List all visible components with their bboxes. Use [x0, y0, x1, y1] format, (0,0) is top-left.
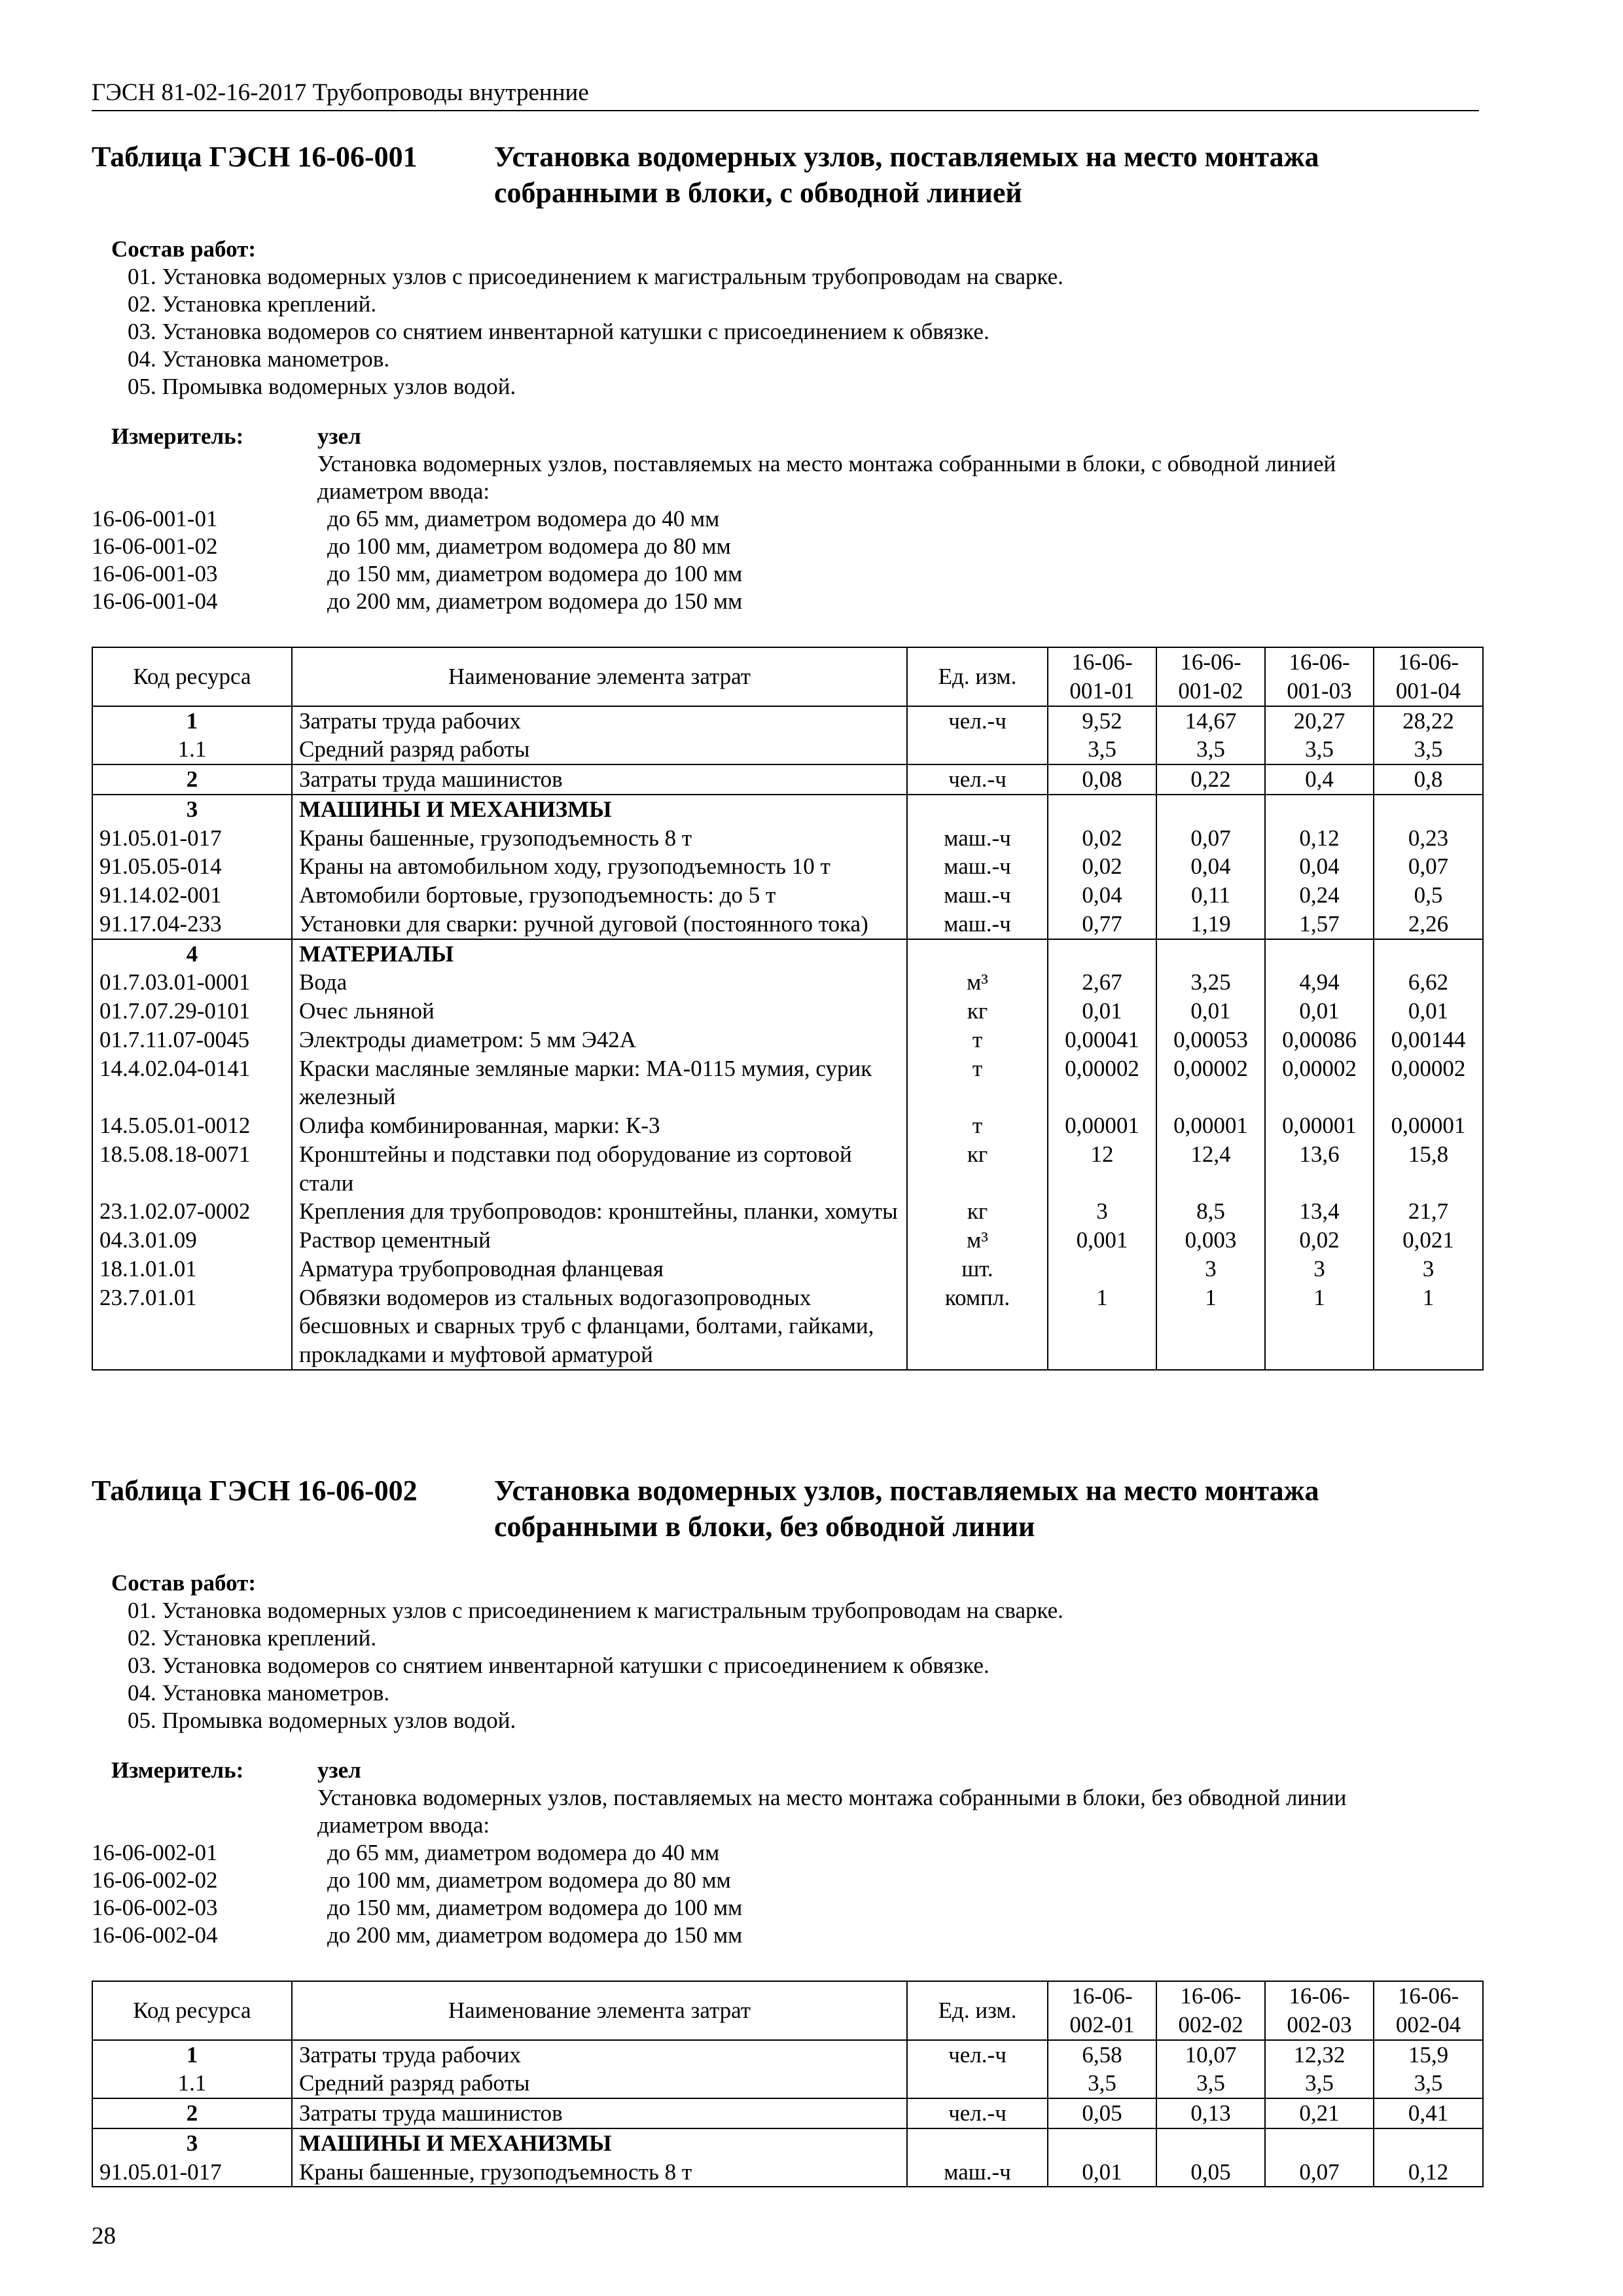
cell-code: 91.14.02-001 [92, 881, 292, 910]
cell-value: 0,05 [1156, 2158, 1265, 2187]
cell-name: Средний разряд работы [292, 735, 907, 764]
cell-value: 0,02 [1048, 852, 1156, 881]
composition-label: Состав работ: [111, 236, 256, 262]
cell-code: 1 [92, 706, 292, 736]
table-code: Таблица ГЭСН 16-06-001 [92, 141, 418, 173]
cell-code: 18.5.08.18-0071 [92, 1140, 292, 1198]
cell-value: 0,003 [1156, 1226, 1265, 1255]
header-row [92, 1981, 1483, 2040]
cell-unit [907, 939, 1048, 969]
cell-value: 2,26 [1374, 910, 1483, 939]
cell-value: 0,04 [1265, 852, 1374, 881]
cell-value: 0,02 [1048, 824, 1156, 853]
cell-value: 9,52 [1048, 706, 1156, 736]
col-header-value [1265, 647, 1374, 706]
cell-unit: т [907, 1026, 1048, 1054]
cell-value: 0,01 [1156, 997, 1265, 1026]
meter-description: Установка водомерных узлов, поставляемых на место монтажа собранными в блоки, с обводной линией [317, 451, 1336, 476]
cell-value: 14,67 [1156, 706, 1265, 736]
table-row [92, 881, 1483, 910]
table-row [92, 1111, 1483, 1140]
cell-name: Затраты труда машинистов [292, 2098, 907, 2128]
variant-row [92, 1867, 1482, 1894]
cell-code: 4 [92, 939, 292, 969]
cell-value: 1 [1265, 1283, 1374, 1370]
cell-name: Крепления для трубопроводов: кронштейны, планки, хомуты [292, 1197, 907, 1226]
col-header-value-line: 002-03 [1287, 2011, 1352, 2037]
cell-value: 0,01 [1265, 997, 1374, 1026]
table-row [92, 824, 1483, 853]
cell-code: 1.1 [92, 2069, 292, 2098]
cell-value: 0,01 [1374, 997, 1483, 1026]
table-row [92, 706, 1483, 736]
variant-text: до 100 мм, диаметром водомера до 80 мм [327, 533, 731, 559]
cell-unit: маш.-ч [907, 910, 1048, 939]
composition-label: Состав работ: [111, 1570, 256, 1596]
cell-value [1156, 795, 1265, 824]
cell-value: 0,00041 [1048, 1026, 1156, 1054]
variant-code: 16-06-001-01 [92, 506, 218, 531]
table-row [92, 1283, 1483, 1370]
cell-code: 01.7.03.01-0001 [92, 968, 292, 997]
cell-value: 0,00053 [1156, 1026, 1265, 1054]
cell-name: Установки для сварки: ручной дуговой (постоянного тока) [292, 910, 907, 939]
variant-text: до 65 мм, диаметром водомера до 40 мм [327, 506, 720, 531]
cell-unit: т [907, 1054, 1048, 1112]
cell-value: 0,00002 [1048, 1054, 1156, 1112]
cell-code: 1 [92, 2040, 292, 2070]
cell-value [1156, 939, 1265, 969]
meter-description: диаметром ввода: [317, 1812, 490, 1838]
work-item: 01. Установка водомерных узлов с присоединением к магистральным трубопроводам на сварке. [128, 264, 1063, 289]
cell-value: 0,11 [1156, 881, 1265, 910]
work-item: 02. Установка креплений. [128, 291, 377, 317]
cell-value: 6,62 [1374, 968, 1483, 997]
resource-table [92, 647, 1484, 1371]
col-header-value-line: 002-01 [1069, 2011, 1135, 2037]
col-header-value [1265, 1981, 1374, 2040]
table-row [92, 1226, 1483, 1255]
cell-value: 0,021 [1374, 1226, 1483, 1255]
cell-value: 3 [1265, 1255, 1374, 1283]
cell-value: 0,00001 [1156, 1111, 1265, 1140]
cell-name: Затраты труда рабочих [292, 2040, 907, 2070]
cell-value: 0,01 [1048, 2158, 1156, 2187]
cell-value: 4,94 [1265, 968, 1374, 997]
col-header-value-line: 16-06- [1289, 1983, 1350, 2009]
cell-unit: кг [907, 1197, 1048, 1226]
col-header-value [1374, 1981, 1483, 2040]
cell-name: Краски масляные земляные марки: МА-0115 мумия, сурик железный [292, 1054, 907, 1112]
cell-name: Олифа комбинированная, марки: К-3 [292, 1111, 907, 1140]
col-header-value-line: 001-04 [1395, 677, 1461, 704]
col-header-value-line: 001-03 [1287, 677, 1352, 704]
work-item: 01. Установка водомерных узлов с присоединением к магистральным трубопроводам на сварке. [128, 1598, 1063, 1623]
resource-table [92, 1981, 1484, 2187]
col-header-value [1374, 647, 1483, 706]
col-header-value-line: 002-02 [1178, 2011, 1243, 2037]
cell-value: 1 [1374, 1283, 1483, 1370]
cell-code: 2 [92, 2098, 292, 2128]
cell-name: МАШИНЫ И МЕХАНИЗМЫ [292, 795, 907, 824]
cell-value: 3 [1048, 1197, 1156, 1226]
cell-value: 0,12 [1265, 824, 1374, 853]
table-row [92, 795, 1483, 824]
cell-value: 0,8 [1374, 764, 1483, 795]
cell-value: 0,41 [1374, 2098, 1483, 2128]
cell-value: 0,77 [1048, 910, 1156, 939]
table-row [92, 1140, 1483, 1198]
cell-code: 91.05.05-014 [92, 852, 292, 881]
variant-text: до 200 мм, диаметром водомера до 150 мм [327, 1922, 743, 1948]
cell-value: 10,07 [1156, 2040, 1265, 2070]
table-name [494, 139, 1482, 211]
cell-value: 3,5 [1048, 735, 1156, 764]
variant-row [92, 505, 1482, 533]
running-header: ГЭСН 81-02-16-2017 Трубопроводы внутренние [92, 79, 1479, 111]
cell-value: 0,04 [1156, 852, 1265, 881]
header-row [92, 647, 1483, 706]
cell-value: 3,5 [1048, 2069, 1156, 2098]
cell-code: 91.05.01-017 [92, 2158, 292, 2187]
cell-value [1265, 939, 1374, 969]
cell-value: 3,25 [1156, 968, 1265, 997]
table-row [92, 997, 1483, 1026]
col-header-code: Код ресурса [92, 1981, 292, 2040]
table-name-line: собранными в блоки, без обводной линии [494, 1511, 1035, 1543]
table-row [92, 2158, 1483, 2187]
cell-value: 21,7 [1374, 1197, 1483, 1226]
cell-code: 14.4.02.04-0141 [92, 1054, 292, 1112]
cell-name: Очес льняной [292, 997, 907, 1026]
col-header-value-line: 16-06- [1397, 1983, 1459, 2009]
col-header-code: Код ресурса [92, 647, 292, 706]
table-row [92, 1054, 1483, 1112]
variant-row [92, 533, 1482, 560]
cell-unit: чел.-ч [907, 764, 1048, 795]
cell-unit [907, 2069, 1048, 2098]
cell-code: 3 [92, 795, 292, 824]
cell-value [1048, 939, 1156, 969]
cell-name: МАТЕРИАЛЫ [292, 939, 907, 969]
cell-code: 23.7.01.01 [92, 1283, 292, 1370]
cell-value: 0,22 [1156, 764, 1265, 795]
cell-value: 0,07 [1374, 852, 1483, 881]
variant-row [92, 1894, 1482, 1922]
cell-value [1156, 2128, 1265, 2158]
cell-unit [907, 735, 1048, 764]
cell-name: Автомобили бортовые, грузоподъемность: до 5 т [292, 881, 907, 910]
col-header-value-line: 16-06- [1071, 1983, 1133, 2009]
cell-name: Раствор цементный [292, 1226, 907, 1255]
variant-code: 16-06-002-03 [92, 1895, 218, 1920]
cell-value: 0,00002 [1156, 1054, 1265, 1112]
cell-value: 3,5 [1265, 2069, 1374, 2098]
table-row [92, 1197, 1483, 1226]
cell-unit: компл. [907, 1283, 1048, 1370]
cell-unit: маш.-ч [907, 2158, 1048, 2187]
cell-value [1374, 795, 1483, 824]
cell-value: 0,08 [1048, 764, 1156, 795]
cell-unit: м³ [907, 968, 1048, 997]
meter-row [92, 1757, 1482, 1784]
variant-code: 16-06-001-02 [92, 533, 218, 559]
cell-name: Краны башенные, грузоподъемность 8 т [292, 824, 907, 853]
variant-row [92, 1839, 1482, 1867]
cell-unit: кг [907, 1140, 1048, 1198]
col-header-value-line: 001-01 [1069, 677, 1135, 704]
table-row [92, 2098, 1483, 2128]
col-header-value-line: 16-06- [1289, 649, 1350, 675]
cell-code: 91.05.01-017 [92, 824, 292, 853]
cell-value: 3 [1156, 1255, 1265, 1283]
cell-unit: маш.-ч [907, 881, 1048, 910]
cell-value: 6,58 [1048, 2040, 1156, 2070]
variant-text: до 200 мм, диаметром водомера до 150 мм [327, 588, 743, 614]
cell-unit: м³ [907, 1226, 1048, 1255]
col-header-unit: Ед. изм. [907, 647, 1048, 706]
variant-code: 16-06-002-01 [92, 1840, 218, 1865]
variant-code: 16-06-002-02 [92, 1867, 218, 1893]
cell-value [1048, 2128, 1156, 2158]
cell-name: Затраты труда машинистов [292, 764, 907, 795]
table-row [92, 852, 1483, 881]
work-item: 05. Промывка водомерных узлов водой. [128, 374, 516, 399]
cell-code: 2 [92, 764, 292, 795]
table-name-line: Установка водомерных узлов, поставляемых на место монтажа [494, 1475, 1319, 1507]
cell-value: 13,4 [1265, 1197, 1374, 1226]
table-row [92, 2128, 1483, 2158]
cell-value: 0,07 [1265, 2158, 1374, 2187]
cell-value: 2,67 [1048, 968, 1156, 997]
work-item: 03. Установка водомеров со снятием инвентарной катушки с присоединением к обвязке. [128, 319, 990, 344]
cell-value: 0,23 [1374, 824, 1483, 853]
meter-label: Измеритель: [111, 1757, 244, 1783]
table-row [92, 735, 1483, 764]
table-title [92, 1473, 1482, 1545]
col-header-value [1048, 1981, 1156, 2040]
cell-value: 0,00001 [1265, 1111, 1374, 1140]
table-row [92, 939, 1483, 969]
cell-unit: т [907, 1111, 1048, 1140]
variant-row [92, 560, 1482, 588]
variant-text: до 100 мм, диаметром водомера до 80 мм [327, 1867, 731, 1893]
meter-unit: узел [317, 1757, 361, 1783]
col-header-value-line: 16-06- [1180, 649, 1241, 675]
cell-value: 0,01 [1048, 997, 1156, 1026]
table-name [494, 1473, 1482, 1545]
variant-code: 16-06-002-04 [92, 1922, 218, 1948]
cell-name: Средний разряд работы [292, 2069, 907, 2098]
work-item: 04. Установка манометров. [128, 346, 390, 372]
meter-description: Установка водомерных узлов, поставляемых на место монтажа собранными в блоки, без обводной линии [317, 1785, 1347, 1810]
table-row [92, 1255, 1483, 1283]
meter-block [92, 423, 1482, 615]
variant-text: до 150 мм, диаметром водомера до 100 мм [327, 561, 743, 586]
work-item: 02. Установка креплений. [128, 1625, 377, 1651]
table-title [92, 139, 1482, 211]
meter-row [92, 423, 1482, 450]
cell-code: 01.7.07.29-0101 [92, 997, 292, 1026]
cell-value [1048, 1255, 1156, 1283]
cell-value [1048, 795, 1156, 824]
cell-value: 3 [1374, 1255, 1483, 1283]
cell-code: 14.5.05.01-0012 [92, 1111, 292, 1140]
cell-value: 12 [1048, 1140, 1156, 1198]
cell-value: 0,00001 [1048, 1111, 1156, 1140]
cell-code: 18.1.01.01 [92, 1255, 292, 1283]
variant-row [92, 588, 1482, 615]
variant-code: 16-06-001-04 [92, 588, 218, 614]
cell-value: 0,001 [1048, 1226, 1156, 1255]
cell-value: 0,05 [1048, 2098, 1156, 2128]
meter-description: диаметром ввода: [317, 478, 490, 504]
cell-value: 3,5 [1374, 2069, 1483, 2098]
cell-code: 04.3.01.09 [92, 1226, 292, 1255]
cell-value: 3,5 [1374, 735, 1483, 764]
table-section-16-06-002 [92, 1473, 1482, 2187]
cell-value [1265, 795, 1374, 824]
cell-unit: чел.-ч [907, 706, 1048, 736]
cell-unit: чел.-ч [907, 2040, 1048, 2070]
cell-name: Арматура трубопроводная фланцевая [292, 1255, 907, 1283]
col-header-value [1156, 1981, 1265, 2040]
work-composition [92, 236, 1482, 401]
col-header-value-line: 16-06- [1397, 649, 1459, 675]
work-item: 04. Установка манометров. [128, 1680, 390, 1706]
cell-name: Электроды диаметром: 5 мм Э42А [292, 1026, 907, 1054]
cell-name: Кронштейны и подставки под оборудование из сортовой стали [292, 1140, 907, 1198]
table-name-line: Установка водомерных узлов, поставляемых на место монтажа [494, 141, 1319, 173]
cell-value: 15,9 [1374, 2040, 1483, 2070]
col-header-value [1048, 647, 1156, 706]
cell-value: 1,57 [1265, 910, 1374, 939]
cell-value: 0,02 [1265, 1226, 1374, 1255]
work-item: 05. Промывка водомерных узлов водой. [128, 1708, 516, 1733]
cell-value: 8,5 [1156, 1197, 1265, 1226]
table-row [92, 968, 1483, 997]
cell-value: 0,24 [1265, 881, 1374, 910]
table-row [92, 2040, 1483, 2070]
cell-value: 0,00001 [1374, 1111, 1483, 1140]
table-row [92, 1026, 1483, 1054]
cell-value: 3,5 [1156, 2069, 1265, 2098]
cell-value: 13,6 [1265, 1140, 1374, 1198]
cell-code: 23.1.02.07-0002 [92, 1197, 292, 1226]
cell-value: 28,22 [1374, 706, 1483, 736]
table-name-line: собранными в блоки, с обводной линией [494, 177, 1022, 209]
meter-label: Измеритель: [111, 423, 244, 449]
cell-name: Затраты труда рабочих [292, 706, 907, 736]
cell-value: 1,19 [1156, 910, 1265, 939]
cell-value: 0,12 [1374, 2158, 1483, 2187]
col-header-value-line: 001-02 [1178, 677, 1243, 704]
cell-value: 12,4 [1156, 1140, 1265, 1198]
table-row [92, 910, 1483, 939]
cell-value: 0,13 [1156, 2098, 1265, 2128]
col-header-value-line: 002-04 [1395, 2011, 1461, 2037]
cell-value: 0,4 [1265, 764, 1374, 795]
variant-code: 16-06-001-03 [92, 561, 218, 586]
cell-value [1374, 2128, 1483, 2158]
cell-value: 0,07 [1156, 824, 1265, 853]
cell-unit [907, 2128, 1048, 2158]
cell-value: 15,8 [1374, 1140, 1483, 1198]
variant-text: до 65 мм, диаметром водомера до 40 мм [327, 1840, 720, 1865]
cell-value: 0,00144 [1374, 1026, 1483, 1054]
col-header-value [1156, 647, 1265, 706]
meter-unit: узел [317, 423, 361, 449]
cell-value: 20,27 [1265, 706, 1374, 736]
work-composition [92, 1570, 1482, 1734]
cell-name: Краны башенные, грузоподъемность 8 т [292, 2158, 907, 2187]
cell-value: 0,5 [1374, 881, 1483, 910]
cell-code: 01.7.11.07-0045 [92, 1026, 292, 1054]
page-number: 28 [92, 2223, 116, 2250]
cell-value: 0,04 [1048, 881, 1156, 910]
cell-value: 0,00086 [1265, 1026, 1374, 1054]
cell-value: 3,5 [1265, 735, 1374, 764]
col-header-value-line: 16-06- [1180, 1983, 1241, 2009]
col-header-unit: Ед. изм. [907, 1981, 1048, 2040]
cell-unit: кг [907, 997, 1048, 1026]
cell-value: 0,00002 [1265, 1054, 1374, 1112]
cell-code: 91.17.04-233 [92, 910, 292, 939]
cell-code: 1.1 [92, 735, 292, 764]
cell-value: 0,00002 [1374, 1054, 1483, 1112]
table-row [92, 2069, 1483, 2098]
cell-value [1265, 2128, 1374, 2158]
cell-name: Вода [292, 968, 907, 997]
table-code: Таблица ГЭСН 16-06-002 [92, 1475, 418, 1507]
col-header-name: Наименование элемента затрат [292, 647, 907, 706]
cell-unit [907, 795, 1048, 824]
cell-name: Краны на автомобильном ходу, грузоподъемность 10 т [292, 852, 907, 881]
cell-value: 1 [1048, 1283, 1156, 1370]
cell-value [1374, 939, 1483, 969]
cell-value: 12,32 [1265, 2040, 1374, 2070]
meter-block [92, 1757, 1482, 1949]
table-row [92, 764, 1483, 795]
cell-value: 1 [1156, 1283, 1265, 1370]
col-header-value-line: 16-06- [1071, 649, 1133, 675]
cell-unit: маш.-ч [907, 824, 1048, 853]
cell-name: Обвязки водомеров из стальных водогазопроводных бесшовных и сварных труб с фланцами, болтами, гайками, прокладками и муфтовой арматурой [292, 1283, 907, 1370]
cell-value: 0,21 [1265, 2098, 1374, 2128]
variant-row [92, 1922, 1482, 1949]
col-header-name: Наименование элемента затрат [292, 1981, 907, 2040]
work-item: 03. Установка водомеров со снятием инвентарной катушки с присоединением к обвязке. [128, 1653, 990, 1678]
cell-name: МАШИНЫ И МЕХАНИЗМЫ [292, 2128, 907, 2158]
cell-code: 3 [92, 2128, 292, 2158]
variant-text: до 150 мм, диаметром водомера до 100 мм [327, 1895, 743, 1920]
cell-unit: маш.-ч [907, 852, 1048, 881]
table-section-16-06-001 [92, 139, 1482, 1371]
cell-unit: шт. [907, 1255, 1048, 1283]
cell-unit: чел.-ч [907, 2098, 1048, 2128]
cell-value: 3,5 [1156, 735, 1265, 764]
